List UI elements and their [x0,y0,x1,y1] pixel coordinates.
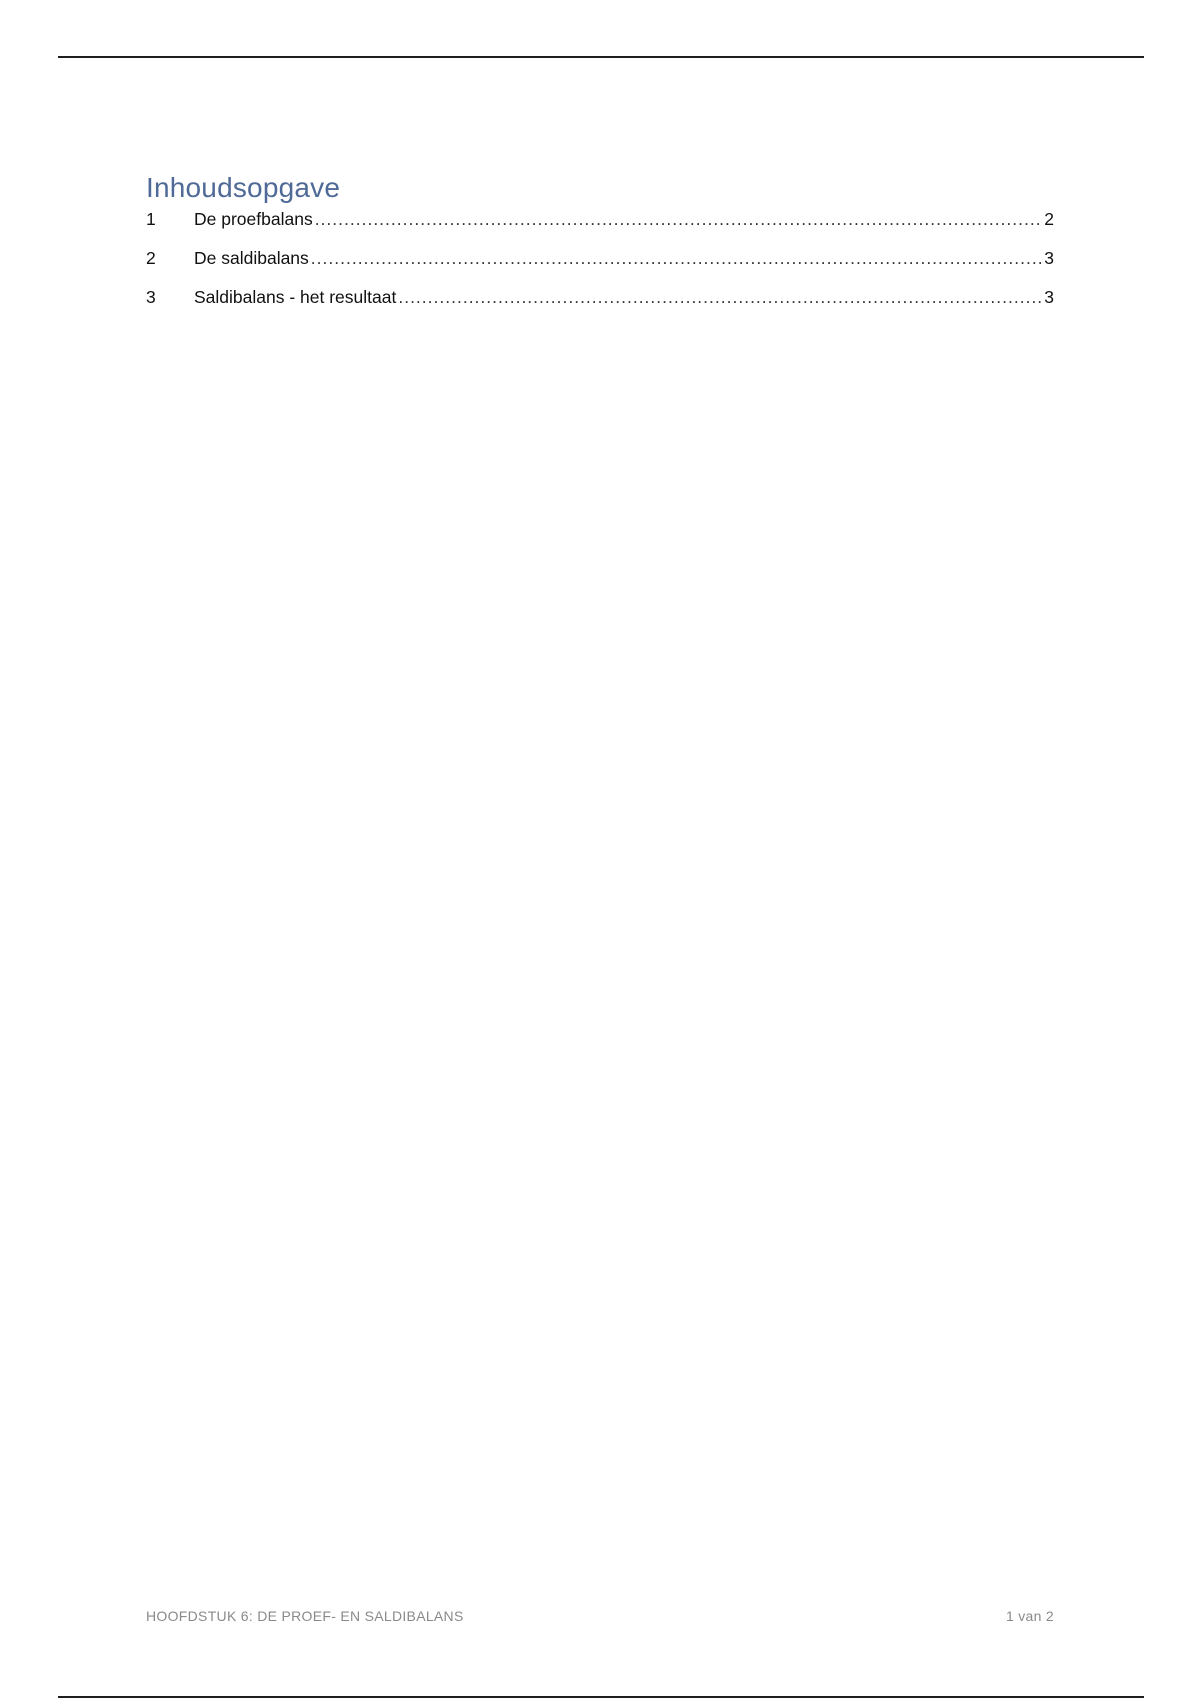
toc-entry-title[interactable]: Saldibalans - het resultaat [194,287,397,307]
page-footer [146,1608,1054,1624]
toc-entry-number: 1 [146,209,156,229]
table-of-contents [146,172,1054,326]
toc-title: Inhoudsopgave [146,172,341,203]
toc-entry-title[interactable]: De proefbalans [194,209,313,229]
toc-entry-number: 2 [146,248,156,268]
toc-entry[interactable] [146,209,1054,248]
toc-entry-page[interactable]: 3 [1044,248,1054,268]
toc-entry-title[interactable]: De saldibalans [194,248,309,268]
toc-dot-leader [398,287,1042,308]
toc-dot-leader [315,209,1043,230]
footer-page-number: 1 van 2 [1005,1608,1054,1624]
toc-entry[interactable] [146,287,1054,326]
footer-rule [58,1696,1144,1698]
toc-entry-page[interactable]: 2 [1044,209,1054,229]
toc-dot-leader [311,248,1042,269]
toc-entry[interactable] [146,248,1054,287]
header-rule [58,56,1144,58]
toc-entry-number: 3 [146,287,156,307]
toc-entry-page[interactable]: 3 [1044,287,1054,307]
footer-chapter-title: HOOFDSTUK 6: DE PROEF- EN SALDIBALANS [146,1608,464,1624]
